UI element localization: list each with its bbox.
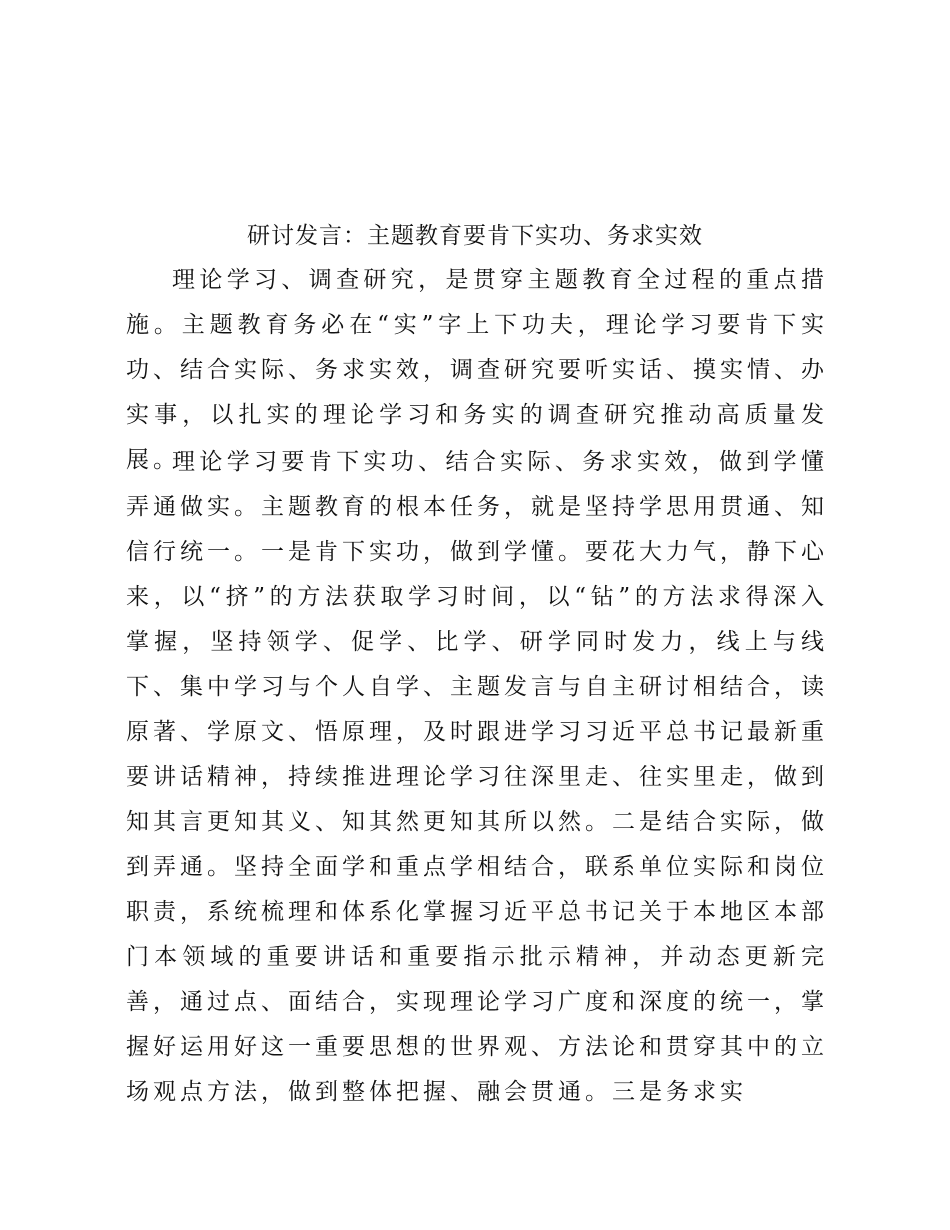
paragraph-theory-study: 理论学习要肯下实功、结合实际、务求实效，做到学懂弄通做实。主题教育的根本任务，就是坚持学思用贯通、知信行统一。一是肯下实功，做到学懂。要花大力气，静下心来，以“挤”的方法获取学习时间，以“钻”的方法求得深入掌握，坚持领学、促学、比学、研学同时发力，线上与线下、集中学习与个人自学、主题发言与自主研讨相结合，读原著、学原文、悟原理，及时跟进学习习近平总书记最新重要讲话精神，持续推进理论学习往深里走、往实里走，做到知其言更知其义、知其然更知其所以然。二是结合实际，做到弄通。坚持全面学和重点学相结合，联系单位实际和岗位职责，系统梳理和体系化掌握习近平总书记关于本地区本部门本领域的重要讲话和重要指示批示精神，并动态更新完善，通过点、面结合，实现理论学习广度和深度的统一，掌握好运用好这一重要思想的世界观、方法论和贯穿其中的立场观点方法，做到整体把握、融会贯通。三是务求实 [126, 449, 828, 1105]
paragraph-intro: 理论学习、调查研究，是贯穿主题教育全过程的重点措施。主题教育务必在“实”字上下功夫，理论学习要肯下实功、结合实际、务求实效，调查研究要听实话、摸实情、办实事，以扎实的理论学习和务实的调查研究推动高质量发展。 [126, 267, 828, 473]
document-title: 研讨发言：主题教育要肯下实功、务求实效 [247, 223, 703, 249]
